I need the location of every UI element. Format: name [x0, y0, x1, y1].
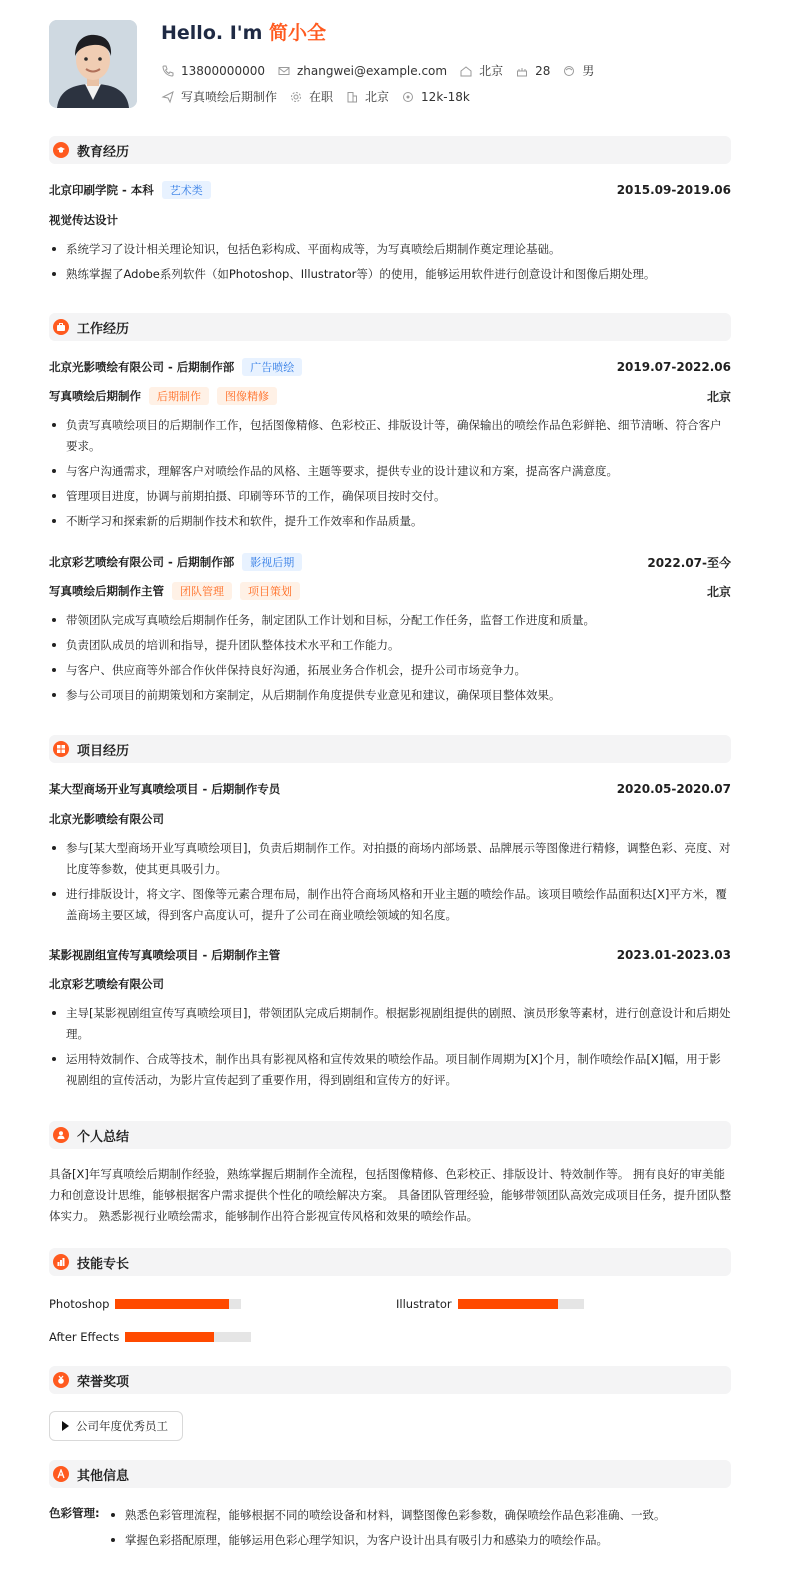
city-value: 北京 — [365, 90, 390, 104]
list-item: 与客户、供应商等外部合作伙伴保持良好沟通，拓展业务合作机会，提升公司市场竞争力。 — [49, 660, 731, 681]
company-name: 北京光影喷绘有限公司 - 后期制作部 — [49, 360, 235, 374]
role-tag: 图像精修 — [217, 387, 277, 405]
project-1-header — [49, 781, 731, 797]
briefcase-icon — [53, 319, 69, 335]
list-item: 熟练掌握了Adobe系列软件（如Photoshop、Illustrator等）的使用，能够运用软件进行创意设计和图像后期处理。 — [49, 264, 731, 285]
gender-value: 男 — [582, 64, 595, 78]
project-company: 北京彩艺喷绘有限公司 — [49, 977, 164, 991]
skill-item — [49, 1297, 241, 1311]
section-title: 荣誉奖项 — [77, 1374, 130, 1390]
project-2-header — [49, 947, 731, 963]
job-row — [161, 88, 482, 105]
city-item — [345, 88, 389, 105]
list-item: 与客户沟通需求，理解客户对喷绘作品的风格、主题等要求，提供专业的设计建议和方案，提高客户满意度。 — [49, 461, 731, 482]
gender-item — [562, 62, 594, 79]
work-1-role — [49, 387, 731, 405]
work-city: 北京 — [706, 389, 731, 404]
skill-bar-fill — [458, 1299, 559, 1309]
section-title: 工作经历 — [77, 321, 130, 337]
status-value: 在职 — [309, 90, 334, 104]
status-item — [289, 88, 333, 105]
education-major: 视觉传达设计 — [49, 213, 118, 227]
project-title: 某大型商场开业写真喷绘项目 - 后期制作专员 — [49, 782, 281, 796]
role-name: 写真喷绘后期制作 — [49, 389, 141, 403]
avatar-photo — [49, 20, 137, 108]
work-1-bullets — [49, 415, 731, 536]
skill-name: Photoshop — [49, 1297, 110, 1311]
work-2-role — [49, 582, 731, 600]
list-item: 熟悉色彩管理流程，能够根据不同的喷绘设备和材料，调整图像色彩参数，确保喷绘作品色彩准确、一致。 — [108, 1505, 728, 1526]
email-item — [277, 64, 447, 78]
education-bullets — [49, 239, 731, 289]
age-value: 28 — [535, 63, 551, 78]
project-company: 北京光影喷绘有限公司 — [49, 812, 164, 826]
list-item: 负责团队成员的培训和指导，提升团队整体技术水平和工作能力。 — [49, 635, 731, 656]
award-label: 公司年度优秀员工 — [76, 1419, 168, 1433]
home-icon — [459, 64, 473, 78]
salary-item — [401, 90, 470, 104]
school-name: 北京印刷学院 - 本科 — [49, 183, 154, 197]
education-tag: 艺术类 — [162, 181, 211, 199]
company-tag: 影视后期 — [242, 553, 302, 571]
skill-bar-fill — [125, 1332, 213, 1342]
coin-icon — [401, 90, 415, 104]
role-tag: 团队管理 — [172, 582, 232, 600]
section-title: 技能专长 — [77, 1256, 130, 1272]
list-item: 参与公司项目的前期策划和方案制定，从后期制作角度提供专业意见和建议，确保项目整体效果。 — [49, 685, 731, 706]
location-value: 北京 — [479, 64, 504, 78]
list-item: 主导[某影视剧组宣传写真喷绘项目]，带领团队完成后期制作。根据影视剧组提供的剧照、演员形象等素材，进行创意设计和后期处理。 — [49, 1003, 731, 1045]
list-item: 系统学习了设计相关理论知识，包括色彩构成、平面构成等，为写真喷绘后期制作奠定理论基础。 — [49, 239, 731, 260]
play-icon — [62, 1421, 69, 1431]
other-label: 色彩管理: — [49, 1506, 100, 1520]
summary-text: 具备[X]年写真喷绘后期制作经验，熟练掌握后期制作全流程，包括图像精修、色彩校正、排版设计、特效制作等。 拥有良好的审美能力和创意设计思维，能够根据客户需求提供个性化的喷绘解决方案。 具备团队管理经验，能够带领团队高效完成项目任务，提升团队整体实力。 熟悉影视行业喷绘需求，能够制作出符合影视宣传风格和效果的喷绘作品。 — [49, 1167, 732, 1223]
chart-icon — [53, 1254, 69, 1270]
job-title-value: 写真喷绘后期制作 — [181, 90, 278, 104]
project-1-bullets — [49, 838, 731, 930]
list-item: 参与[某大型商场开业写真喷绘项目]，负责后期制作工作。对拍摄的商场内部场景、品牌展示等图像进行精修，调整色彩、亮度、对比度等参数，使其更具吸引力。 — [49, 838, 731, 880]
section-skills — [49, 1248, 731, 1276]
skill-bar — [125, 1332, 251, 1342]
greeting-text: Hello. I'm — [161, 22, 263, 44]
award-item[interactable] — [49, 1411, 183, 1441]
medal-icon — [53, 1372, 69, 1388]
contact-row — [161, 62, 606, 79]
list-item: 管理项目进度，协调与前期拍摄、印刷等环节的工作，确保项目按时交付。 — [49, 486, 731, 507]
project-period: 2023.01-2023.03 — [616, 948, 731, 962]
skill-bar — [115, 1299, 241, 1309]
work-1-header — [49, 358, 731, 376]
other-list — [108, 1505, 728, 1555]
phone-item — [161, 64, 265, 78]
section-title: 其他信息 — [77, 1468, 130, 1484]
location-item — [459, 62, 503, 79]
list-item: 不断学习和探索新的后期制作技术和软件，提升工作效率和作品质量。 — [49, 511, 731, 532]
age-item — [515, 64, 550, 78]
work-period: 2022.07-至今 — [647, 555, 731, 570]
list-item: 带领团队完成写真喷绘后期制作任务，制定团队工作计划和目标，分配工作任务，监督工作进度和质量。 — [49, 610, 731, 631]
project-period: 2020.05-2020.07 — [616, 782, 731, 796]
skill-item — [396, 1297, 584, 1311]
phone-icon — [161, 64, 175, 78]
graduation-cap-icon — [53, 142, 69, 158]
skill-item — [49, 1330, 251, 1344]
education-period: 2015.09-2019.06 — [616, 183, 731, 197]
work-period: 2019.07-2022.06 — [616, 360, 731, 374]
list-item: 负责写真喷绘项目的后期制作工作，包括图像精修、色彩校正、排版设计等，确保输出的喷绘作品色彩鲜艳、细节清晰、符合客户要求。 — [49, 415, 731, 457]
skill-name: Illustrator — [396, 1297, 452, 1311]
greeting — [161, 18, 326, 45]
section-other — [49, 1460, 731, 1488]
salary-value: 12k-18k — [421, 89, 470, 104]
role-name: 写真喷绘后期制作主管 — [49, 584, 164, 598]
company-name: 北京彩艺喷绘有限公司 - 后期制作部 — [49, 555, 235, 569]
education-header — [49, 181, 731, 199]
phone-value: 13800000000 — [181, 63, 265, 78]
cake-icon — [515, 64, 529, 78]
section-honors — [49, 1366, 731, 1394]
section-title: 个人总结 — [77, 1129, 130, 1145]
send-icon — [161, 90, 175, 104]
project-2-bullets — [49, 1003, 731, 1095]
role-tag: 项目策划 — [240, 582, 300, 600]
work-city: 北京 — [706, 584, 731, 599]
gear-icon — [289, 90, 303, 104]
section-education — [49, 136, 731, 164]
section-work — [49, 313, 731, 341]
grid-icon — [53, 741, 69, 757]
building-icon — [345, 90, 359, 104]
skill-bar — [458, 1299, 584, 1309]
avatar — [49, 20, 137, 108]
email-icon — [277, 64, 291, 78]
work-2-header — [49, 553, 731, 571]
gender-icon — [562, 64, 576, 78]
user-icon — [53, 1127, 69, 1143]
company-tag: 广告喷绘 — [242, 358, 302, 376]
email-value: zhangwei@example.com — [296, 63, 448, 78]
skill-name: After Effects — [49, 1330, 120, 1344]
section-summary — [49, 1121, 731, 1149]
section-title: 项目经历 — [77, 743, 130, 759]
role-tag: 后期制作 — [149, 387, 209, 405]
job-title-item — [161, 88, 277, 105]
text-icon — [53, 1466, 69, 1482]
list-item: 进行排版设计，将文字、图像等元素合理布局，制作出符合商场风格和开业主题的喷绘作品。该项目喷绘作品面积达[X]平方米，覆盖商场主要区域，得到客户高度认可，提升了公司在商业喷绘领域的知名度。 — [49, 884, 731, 926]
candidate-name: 简小全 — [269, 22, 327, 44]
section-title: 教育经历 — [77, 144, 130, 160]
work-2-bullets — [49, 610, 731, 710]
skill-bar-fill — [115, 1299, 228, 1309]
project-title: 某影视剧组宣传写真喷绘项目 - 后期制作主管 — [49, 948, 281, 962]
section-projects — [49, 735, 731, 763]
list-item: 掌握色彩搭配原理，能够运用色彩心理学知识，为客户设计出具有吸引力和感染力的喷绘作品。 — [108, 1530, 728, 1551]
list-item: 运用特效制作、合成等技术，制作出具有影视风格和宣传效果的喷绘作品。项目制作周期为[X]个月，制作喷绘作品[X]幅，用于影视剧组的宣传活动，为影片宣传起到了重要作用，得到剧组和宣传方的好评。 — [49, 1049, 731, 1091]
